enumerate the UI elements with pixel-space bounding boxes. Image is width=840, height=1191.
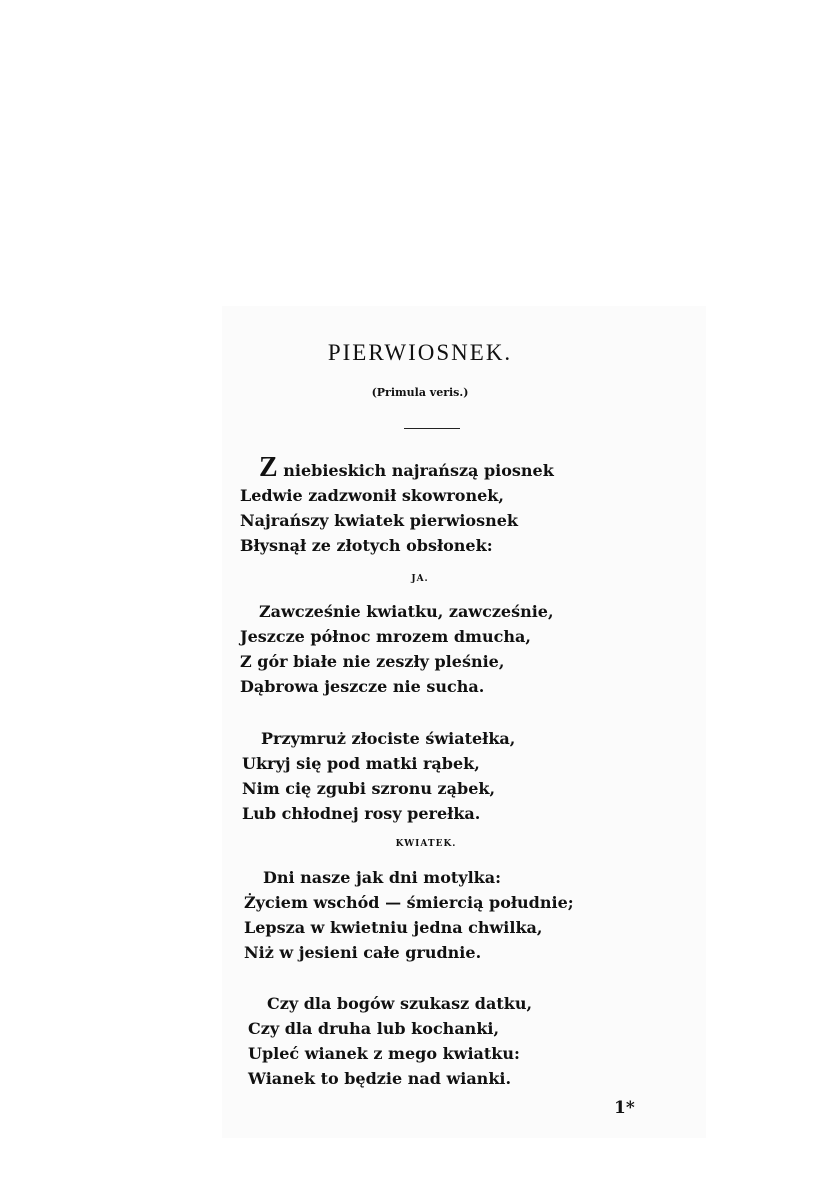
stanza-2-line-3: Z gór białe nie zeszły pleśnie,	[240, 652, 505, 671]
stanza-2-line-1: Zawcześnie kwiatku, zawcześnie,	[259, 602, 554, 621]
stanza-5-line-2: Czy dla druha lub kochanki,	[248, 1019, 500, 1038]
stanza-4-line-3: Lepsza w kwietniu jedna chwilka,	[244, 918, 543, 937]
stanza-2-line-4: Dąbrowa jeszcze nie sucha.	[240, 677, 485, 696]
stanza-1-line-2: Ledwie zadzwonił skowronek,	[240, 486, 504, 505]
page-number: 1*	[614, 1098, 635, 1118]
stanza-1-line-4: Błysnął ze złotych obsłonek:	[240, 536, 493, 555]
stanza-5-line-4: Wianek to będzie nad wianki.	[248, 1069, 512, 1088]
speaker-label-kwiatek: KWIATEK.	[395, 839, 457, 849]
stanza-3-line-3: Nim cię zgubi szronu ząbek,	[242, 779, 496, 798]
stanza-4-line-4: Niż w jesieni całe grudnie.	[244, 943, 482, 962]
stanza-5-line-3: Upleć wianek z mego kwiatku:	[248, 1044, 520, 1063]
stanza-1-line-3: Najrańszy kwiatek pierwiosnek	[240, 511, 519, 530]
stanza-1	[240, 452, 554, 558]
stanza-2-line-2: Jeszcze północ mrozem dmucha,	[240, 627, 531, 646]
stanza-1-line-1	[240, 452, 554, 483]
stanza-4-line-1: Dni nasze jak dni motylka:	[263, 868, 502, 887]
stanza-3	[242, 726, 515, 826]
poem-subtitle: (Primula veris.)	[371, 386, 469, 399]
drop-cap: Z	[259, 452, 278, 483]
stanza-3-line-2: Ukryj się pod matki rąbek,	[242, 754, 480, 773]
stanza-3-line-1: Przymruż złociste światełka,	[261, 729, 516, 748]
speaker-label-ja: JA.	[411, 574, 429, 584]
stanza-2	[240, 599, 554, 699]
stanza-3-line-4: Lub chłodnej rosy perełka.	[242, 804, 481, 823]
stanza-1-line-1-text: niebieskich najrańszą piosnek	[283, 461, 554, 480]
stanza-5-line-1: Czy dla bogów szukasz datku,	[267, 994, 533, 1013]
title-divider	[404, 428, 460, 429]
poem-title: PIERWIOSNEK.	[327, 340, 513, 365]
stanza-4	[244, 865, 574, 965]
stanza-5	[248, 991, 532, 1091]
stanza-4-line-2: Życiem wschód — śmiercią południe;	[244, 893, 574, 912]
